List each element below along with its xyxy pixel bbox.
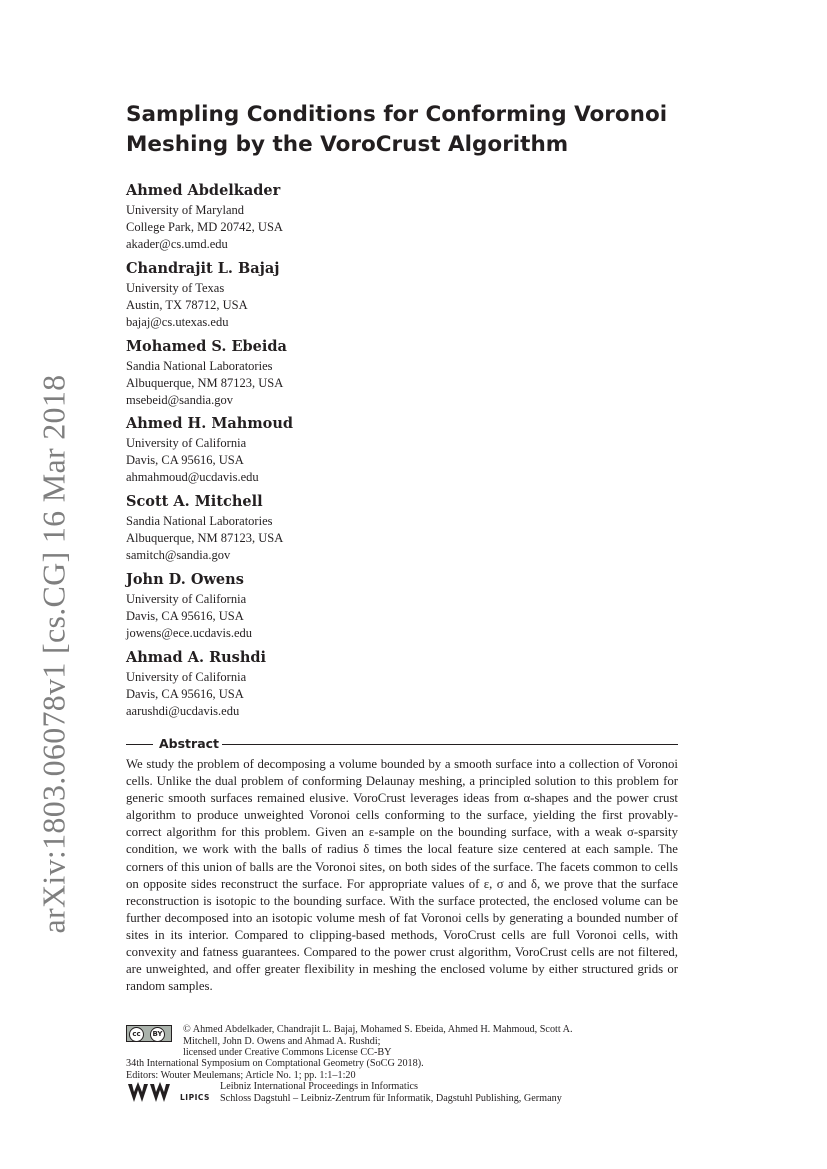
abstract-rule-left — [126, 744, 153, 745]
author-address: Davis, CA 95616, USA — [126, 687, 244, 701]
author-address: Davis, CA 95616, USA — [126, 609, 244, 623]
author-name: Ahmed H. Mahmoud — [126, 415, 294, 432]
abstract-text: We study the problem of decomposing a volume bounded by a smooth surface into a collection of Voronoi cells. Unlike the dual problem of conforming Delaunay meshing, a principled solution to this problem for generic smooth surfaces remained elusive. VoroCrust leverages ideas from α-shapes and the power crust algorithm to produce unweighted Voronoi cells conforming to the surface, yielding the first provably-correct algorithm for this problem. Given an ε-sample on the bounding surface, with a weak σ-sparsity condition, we work with the balls of radius δ times the local feature size centered at each sample. The corners of this union of balls are the Voronoi sites, on both sides of the surface. The facets common to cells on opposite sides reconstruct the surface. For appropriate values of ε, σ and δ, we prove that the surface reconstruction is isotopic to the bounding surface. With the surface protected, the enclosed volume can be further decomposed into an isotopic volume mesh of fat Voronoi cells by generating a bounded number of sites in its interior. Compared to clipping-based methods, VoroCrust cells are full Voronoi cells, with convexity and fatness guarantees. Compared to the power crust algorithm, VoroCrust cells are not filtered, are unweighted, and offer greater flexibility in meshing the enclosed volume by either structured grids or random samples. — [126, 757, 678, 994]
abstract-rule-right — [222, 744, 678, 745]
author-block — [126, 181, 526, 253]
author-affiliation: Sandia National Laboratories — [126, 359, 273, 373]
author-name: Ahmad A. Rushdi — [126, 649, 267, 666]
copyright-line: © Ahmed Abdelkader, Chandrajit L. Bajaj, Mohamed S. Ebeida, Ahmed H. Mahmoud, Scott A. — [183, 1024, 573, 1035]
author-address: College Park, MD 20742, USA — [126, 220, 283, 234]
lipics-logo-text: LIPICS — [180, 1093, 210, 1102]
abstract-heading-row — [126, 736, 678, 752]
title-line-2: Meshing by the VoroCrust Algorithm — [126, 132, 569, 157]
abstract-heading: Abstract — [159, 736, 220, 751]
author-email: samitch@sandia.gov — [126, 548, 231, 562]
author-email: ahmahmoud@ucdavis.edu — [126, 470, 259, 484]
lipics-info — [220, 1081, 680, 1104]
author-name: Mohamed S. Ebeida — [126, 338, 287, 355]
license-line: licensed under Creative Commons License CC-BY — [183, 1047, 392, 1058]
author-address: Albuquerque, NM 87123, USA — [126, 376, 284, 390]
author-affiliation: University of California — [126, 436, 247, 450]
author-address: Davis, CA 95616, USA — [126, 453, 244, 467]
author-block — [126, 337, 526, 409]
lipics-logo-icon — [126, 1082, 176, 1104]
cc-icon: cc — [129, 1027, 144, 1042]
author-affiliation: University of Texas — [126, 281, 225, 295]
author-name: John D. Owens — [126, 571, 244, 588]
author-name: Scott A. Mitchell — [126, 493, 263, 510]
author-email: jowens@ece.ucdavis.edu — [126, 626, 253, 640]
author-email: akader@cs.umd.edu — [126, 237, 228, 251]
author-email: aarushdi@ucdavis.edu — [126, 704, 240, 718]
author-name: Ahmed Abdelkader — [126, 182, 281, 199]
paper-title — [126, 100, 686, 160]
author-email: bajaj@cs.utexas.edu — [126, 315, 229, 329]
license-text — [183, 1024, 683, 1059]
editors-line: Editors: Wouter Meulemans; Article No. 1; pp. 1:1–1:20 — [126, 1069, 356, 1081]
author-block — [126, 259, 526, 331]
author-affiliation: University of California — [126, 592, 247, 606]
arxiv-identifier: arXiv:1803.06078v1 [cs.CG] 16 Mar 2018 — [35, 374, 72, 934]
title-line-1: Sampling Conditions for Conforming Voronoi — [126, 102, 668, 127]
lipics-series: Leibniz International Proceedings in Informatics — [220, 1081, 419, 1092]
publisher-line: Schloss Dagstuhl – Leibniz-Zentrum für Informatik, Dagstuhl Publishing, Germany — [220, 1092, 562, 1104]
author-address: Albuquerque, NM 87123, USA — [126, 531, 284, 545]
author-address: Austin, TX 78712, USA — [126, 298, 248, 312]
author-block — [126, 570, 526, 642]
author-block — [126, 648, 526, 720]
author-affiliation: University of California — [126, 670, 247, 684]
conference-info — [126, 1058, 678, 1081]
cc-by-license-icon — [126, 1025, 172, 1042]
author-name: Chandrajit L. Bajaj — [126, 260, 280, 277]
conference-name: 34th International Symposium on Comptational Geometry (SoCG 2018). — [126, 1058, 424, 1069]
author-block — [126, 414, 526, 486]
copyright-line-cont: Mitchell, John D. Owens and Ahmad A. Rushdi; — [183, 1035, 381, 1047]
author-email: msebeid@sandia.gov — [126, 393, 233, 407]
author-block — [126, 492, 526, 564]
author-affiliation: University of Maryland — [126, 203, 245, 217]
author-affiliation: Sandia National Laboratories — [126, 514, 273, 528]
by-icon: BY — [150, 1027, 165, 1042]
